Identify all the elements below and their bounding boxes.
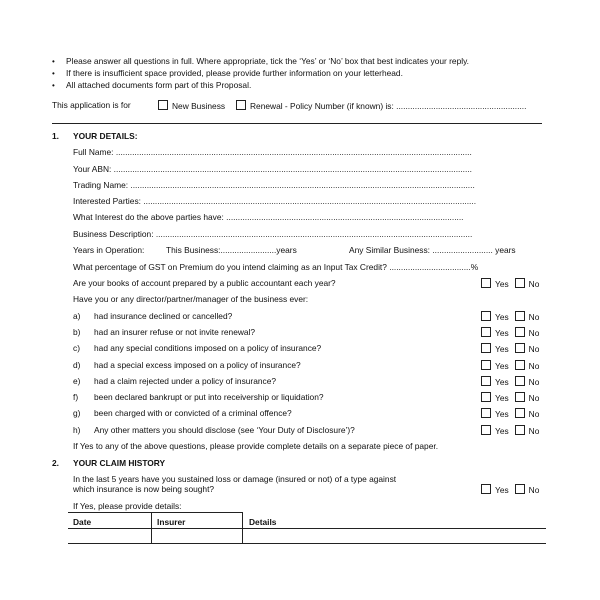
no-checkbox[interactable] <box>515 278 525 288</box>
no-label: No <box>528 377 540 387</box>
no-checkbox[interactable] <box>515 360 525 370</box>
question-text: had insurance declined or cancelled? <box>94 311 233 321</box>
full-name-field[interactable]: Full Name: ......................................................................................................................................................... <box>73 147 472 157</box>
yes-option[interactable] <box>481 343 509 353</box>
yes-label: Yes <box>495 409 509 419</box>
no-option[interactable] <box>515 311 540 321</box>
column-header-details: Details <box>249 517 277 527</box>
yes-option[interactable] <box>481 425 509 435</box>
question-text: had a claim rejected under a policy of insurance? <box>94 376 277 386</box>
question-h-yes-no <box>481 425 539 435</box>
no-option[interactable] <box>515 392 540 402</box>
renewal-option[interactable] <box>236 100 526 110</box>
question-letter: c) <box>73 343 80 353</box>
question-f-yes-no <box>481 392 539 402</box>
no-option[interactable] <box>515 360 540 370</box>
yes-checkbox[interactable] <box>481 484 491 494</box>
no-option[interactable] <box>515 343 540 353</box>
no-option[interactable] <box>515 408 540 418</box>
question-b-yes-no <box>481 327 539 337</box>
yes-option[interactable] <box>481 408 509 418</box>
no-checkbox[interactable] <box>515 311 525 321</box>
yes-checkbox[interactable] <box>481 311 491 321</box>
years-operation-label: Years in Operation: <box>73 245 145 255</box>
no-checkbox[interactable] <box>515 327 525 337</box>
no-option[interactable] <box>515 425 540 435</box>
accountant-question: Are your books of account prepared by a public accountant each year? <box>73 278 336 288</box>
no-checkbox[interactable] <box>515 392 525 402</box>
question-letter: g) <box>73 408 81 418</box>
claim-question-line-1: In the last 5 years have you sustained loss or damage (insured or not) of a type against <box>73 474 397 484</box>
table-top-rule <box>68 512 243 513</box>
yes-option[interactable] <box>481 376 509 386</box>
if-yes-note: If Yes to any of the above questions, please provide complete details on a separate piece of paper. <box>73 441 439 451</box>
bullet-icon: • <box>52 57 55 66</box>
application-label: This application is for <box>52 100 131 110</box>
accountant-yes-no <box>481 278 539 288</box>
renewal-checkbox[interactable] <box>236 100 246 110</box>
interested-parties-field[interactable]: Interested Parties: ............................................................................................................................................... <box>73 196 477 206</box>
bullet-icon: • <box>52 81 55 90</box>
trading-name-field[interactable]: Trading Name: .................................................................................................................................................... <box>73 180 475 190</box>
no-label: No <box>528 312 540 322</box>
question-a-yes-no <box>481 311 539 321</box>
yes-label: Yes <box>495 312 509 322</box>
no-label: No <box>528 426 540 436</box>
yes-label: Yes <box>495 426 509 436</box>
no-label: No <box>528 393 540 403</box>
no-label: No <box>528 328 540 338</box>
no-label: No <box>528 344 540 354</box>
no-option[interactable] <box>515 484 540 494</box>
question-g-yes-no <box>481 408 539 418</box>
yes-option[interactable] <box>481 311 509 321</box>
no-checkbox[interactable] <box>515 425 525 435</box>
section-1-title: YOUR DETAILS: <box>73 131 138 141</box>
question-c-yes-no <box>481 343 539 353</box>
table-header-rule <box>68 528 546 529</box>
business-description-field[interactable]: Business Description: ........................................................................................................................................ <box>73 229 473 239</box>
no-option[interactable] <box>515 376 540 386</box>
yes-label: Yes <box>495 279 509 289</box>
no-checkbox[interactable] <box>515 408 525 418</box>
no-checkbox[interactable] <box>515 376 525 386</box>
question-text: Any other matters you should disclose (see ‘Your Duty of Disclosure’)? <box>94 425 355 435</box>
question-d-yes-no <box>481 360 539 370</box>
yes-option[interactable] <box>481 360 509 370</box>
question-text: had any special conditions imposed on a policy of insurance? <box>94 343 322 353</box>
yes-option[interactable] <box>481 484 509 494</box>
gst-field[interactable]: What percentage of GST on Premium do you intend claiming as an Input Tax Credit? ...................................% <box>73 262 479 272</box>
no-label: No <box>528 279 540 289</box>
yes-option[interactable] <box>481 327 509 337</box>
question-letter: d) <box>73 360 81 370</box>
yes-checkbox[interactable] <box>481 343 491 353</box>
yes-checkbox[interactable] <box>481 278 491 288</box>
question-text: had a special excess imposed on a policy of insurance? <box>94 360 301 370</box>
instruction-3: All attached documents form part of this Proposal. <box>66 80 252 90</box>
yes-label: Yes <box>495 344 509 354</box>
yes-checkbox[interactable] <box>481 360 491 370</box>
no-checkbox[interactable] <box>515 343 525 353</box>
new-business-label: New Business <box>172 101 226 111</box>
divider <box>52 123 542 124</box>
yes-label: Yes <box>495 377 509 387</box>
instruction-2: If there is insufficient space provided, please provide further information on your letterhead. <box>66 68 403 78</box>
yes-label: Yes <box>495 361 509 371</box>
renewal-label: Renewal - Policy Number (if known) is: ........................................................ <box>250 101 527 111</box>
no-label: No <box>528 485 540 495</box>
yes-option[interactable] <box>481 278 509 288</box>
yes-label: Yes <box>495 485 509 495</box>
column-header-insurer: Insurer <box>157 517 186 527</box>
section-1-number: 1. <box>52 131 59 141</box>
yes-checkbox[interactable] <box>481 392 491 402</box>
interest-field[interactable]: What Interest do the above parties have: ...................................................................................................... <box>73 212 464 222</box>
yes-label: Yes <box>495 328 509 338</box>
question-letter: b) <box>73 327 81 337</box>
yes-checkbox[interactable] <box>481 376 491 386</box>
bullet-icon: • <box>52 69 55 78</box>
question-letter: e) <box>73 376 81 386</box>
abn-field[interactable]: Your ABN: .......................................................................................................................................................... <box>73 164 472 174</box>
question-letter: h) <box>73 425 81 435</box>
claim-yes-no <box>481 484 539 494</box>
instruction-1: Please answer all questions in full. Where appropriate, tick the ‘Yes’ or ‘No’ box that best indicates your reply. <box>66 56 469 66</box>
new-business-checkbox[interactable] <box>158 100 168 110</box>
question-text: been declared bankrupt or put into receivership or liquidation? <box>94 392 324 402</box>
similar-business-years-field[interactable]: Any Similar Business: .......................... years <box>349 245 516 255</box>
if-yes-details-label: If Yes, please provide details: <box>73 501 182 511</box>
section-2-title: YOUR CLAIM HISTORY <box>73 458 166 468</box>
no-label: No <box>528 409 540 419</box>
table-bottom-rule <box>68 543 546 544</box>
director-intro: Have you or any director/partner/manager of the business ever: <box>73 294 309 304</box>
yes-option[interactable] <box>481 392 509 402</box>
question-letter: a) <box>73 311 81 321</box>
yes-label: Yes <box>495 393 509 403</box>
no-option[interactable] <box>515 278 540 288</box>
new-business-option[interactable] <box>158 100 225 110</box>
no-option[interactable] <box>515 327 540 337</box>
question-text: had an insurer refuse or not invite renewal? <box>94 327 256 337</box>
question-e-yes-no <box>481 376 539 386</box>
yes-checkbox[interactable] <box>481 425 491 435</box>
no-label: No <box>528 361 540 371</box>
question-letter: f) <box>73 392 79 402</box>
question-text: been charged with or convicted of a criminal offence? <box>94 408 292 418</box>
this-business-years-field[interactable]: This Business:........................years <box>166 245 297 255</box>
yes-checkbox[interactable] <box>481 408 491 418</box>
column-header-date: Date <box>73 517 92 527</box>
claim-question-line-2: which insurance is now being sought? <box>73 484 215 494</box>
yes-checkbox[interactable] <box>481 327 491 337</box>
section-2-number: 2. <box>52 458 59 468</box>
no-checkbox[interactable] <box>515 484 525 494</box>
